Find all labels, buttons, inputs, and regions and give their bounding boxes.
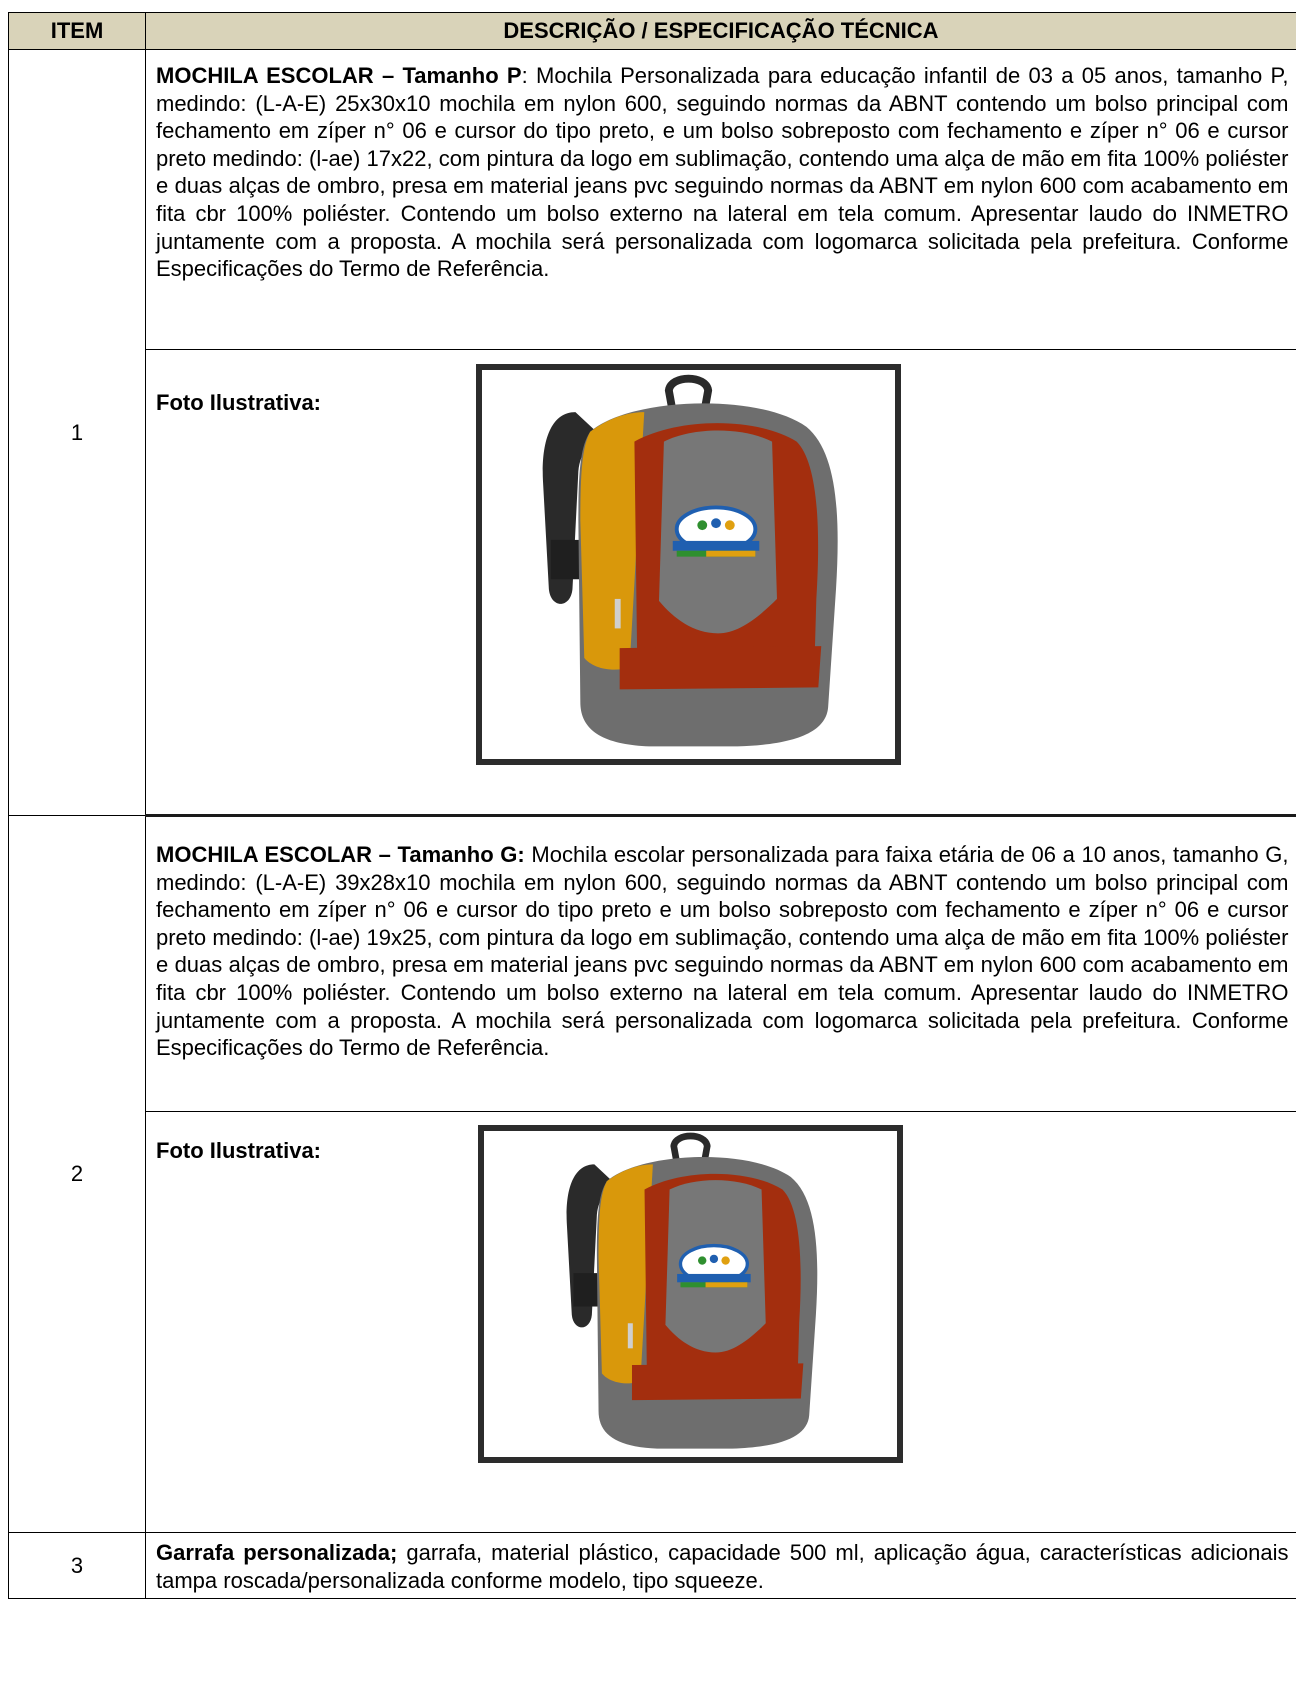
table-header-row (9, 13, 1296, 50)
backpack-image (482, 370, 895, 759)
document-page (8, 12, 1296, 1681)
photo-label: Foto Ilustrativa: (156, 389, 322, 415)
item-text: Mochila Personalizada para educação infantil de 03 a 05 anos, tamanho P, medindo: (L-A-E) 25x30x10 mochila em nylon 600, seguindo normas da ABNT contendo um bolso principal com fechamento em zíper n° 06 e cursor do tipo preto, e um bolso sobreposto com fechamento e zíper n° 06 e cursor preto medindo: (l-ae) 17x22, com pintura da logo em sublimação, contendo uma alça de mão em fita 100% poliéster e duas alças de ombro, presa em material jeans pvc seguindo normas da ABNT em nylon 600 com acabamento em fita cbr 100% poliéster. Contendo um bolso externo na lateral em tela comum. Apresentar laudo do INMETRO juntamente com a proposta. A mochila será personalizada com logomarca solicitada pela prefeitura. Conforme Especificações do Termo de Referência. (156, 63, 1289, 282)
photo-cell (146, 1112, 1296, 1533)
photo-cell (146, 349, 1296, 815)
table-row (9, 1112, 1296, 1533)
item-description (146, 816, 1296, 1112)
item-description (146, 50, 1296, 350)
table-row (9, 349, 1296, 815)
table-row (9, 1533, 1296, 1599)
item-title: MOCHILA ESCOLAR – Tamanho P (156, 63, 522, 88)
item-description (146, 1533, 1296, 1599)
item-text: garrafa, material plástico, capacidade 500 ml, aplicação água, características adicionais tampa roscada/personalizada conforme modelo, tipo squeeze. (156, 1540, 1289, 1593)
product-photo (476, 364, 901, 765)
product-photo (478, 1125, 903, 1463)
item-title: MOCHILA ESCOLAR – Tamanho G: (156, 842, 525, 867)
table-row (9, 50, 1296, 350)
item-title: Garrafa personalizada; (156, 1540, 398, 1565)
header-description: DESCRIÇÃO / ESPECIFICAÇÃO TÉCNICA (146, 13, 1296, 50)
item-text: Mochila escolar personalizada para faixa etária de 06 a 10 anos, tamanho G, medindo: (L-A-E) 39x28x10 mochila em nylon 600, seguindo normas da ABNT contendo um bolso principal com fechamento em zíper n° 06 e cursor do tipo preto e um bolso sobreposto com fechamento e zíper n° 06 e cursor preto medindo: (l-ae) 19x25, com pintura da logo em sublimação, contendo uma alça de mão em fita 100% poliéster e duas alças de ombro, presa em material jeans pvc seguindo normas da ABNT em nylon 600 com acabamento em fita cbr 100% poliéster. Contendo um bolso externo na lateral em tela comum. Apresentar laudo do INMETRO juntamente com a proposta. A mochila será personalizada com logomarca solicitada pela prefeitura. Conforme Especificações do Termo de Referência. (156, 842, 1289, 1061)
item-number: 2 (9, 816, 146, 1533)
table-row (9, 816, 1296, 1112)
header-item: ITEM (9, 13, 146, 50)
backpack-image (484, 1131, 897, 1457)
item-number: 1 (9, 50, 146, 816)
specification-table (8, 12, 1296, 1599)
item-number: 3 (9, 1533, 146, 1599)
title-separator: : (521, 63, 528, 88)
photo-label: Foto Ilustrativa: (156, 1138, 322, 1163)
